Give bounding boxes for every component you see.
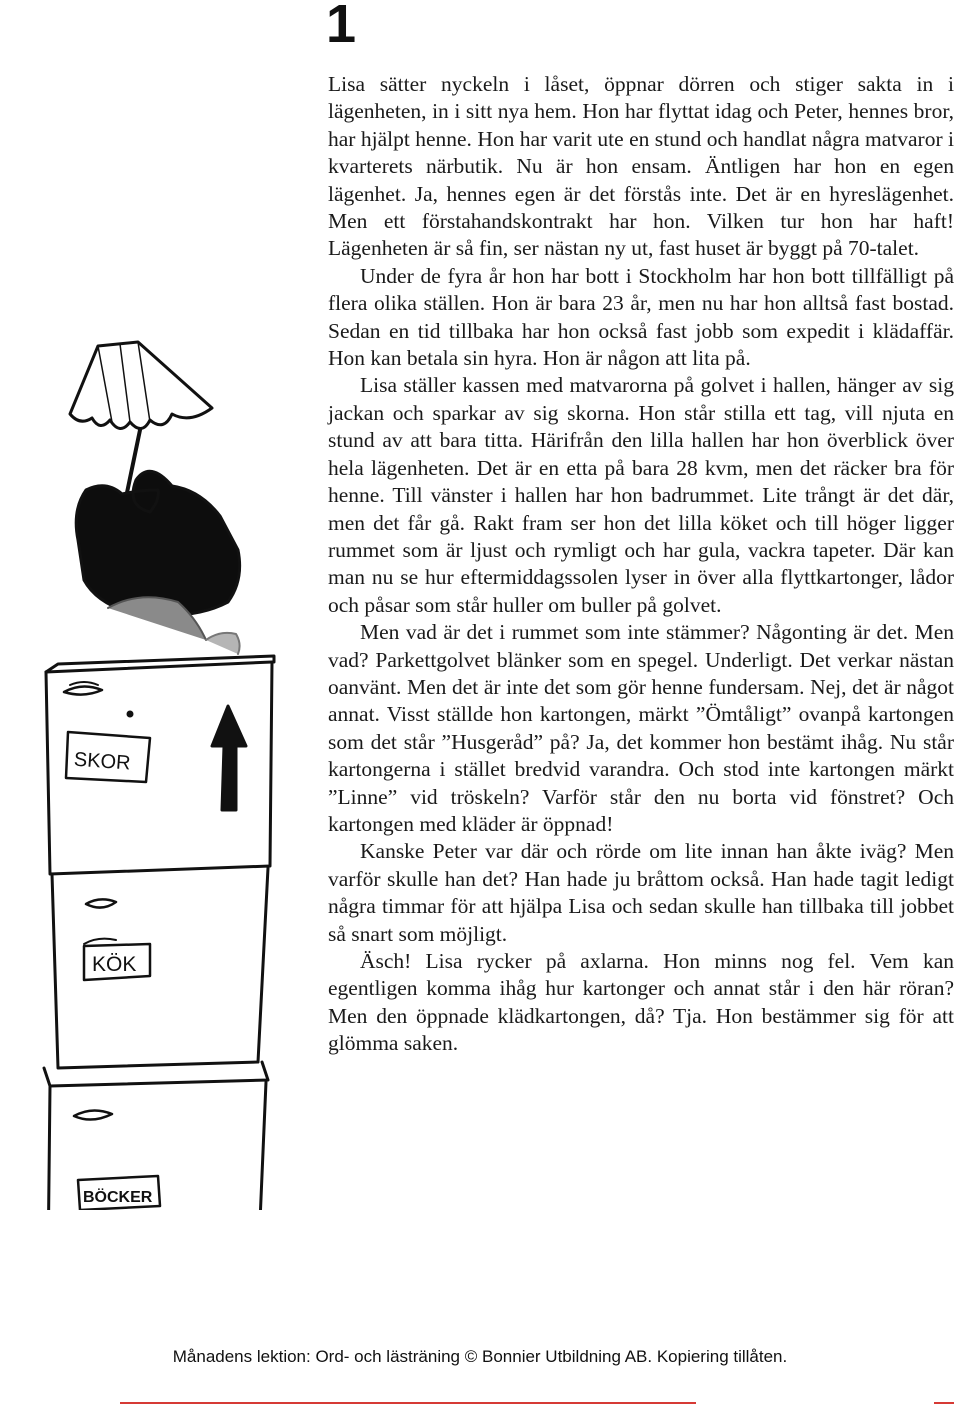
footer-rule-short [934, 1402, 954, 1404]
box-label-bocker: BÖCKER [83, 1189, 153, 1206]
story-text [328, 71, 954, 1058]
box-bocker [44, 1062, 268, 1210]
footer-rule [120, 1402, 696, 1404]
moving-boxes-illustration [0, 340, 320, 1210]
story-paragraph: Lisa ställer kassen med matvarorna på golvet i hallen, hänger av sig jackan och sparkar av sig skorna. Hon står stilla ett tag, vill njuta en stund av att bara titta. Härifrån den lilla hallen har hon överblick över hela lägenheten. Det är en etta på bara 28 kvm, men det räcker bra för henne. Till vänster i hallen har hon badrummet. Lite trångt är det där, men det får gå. Rakt fram ser hon det lilla köket och till höger ligger rummet som är ljust och rymligt och har gula, vackra tapeter. Där kan man nu se hur eftermiddagssolen lyser in över alla flyttkartonger, lådor och påsar som står huller om buller på golvet. [328, 373, 954, 617]
footer-credit: Månadens lektion: Ord- och lästräning © Bonnier Utbildning AB. Kopiering tillåten. [172, 1347, 788, 1366]
story-paragraph: Men vad är det i rummet som inte stämmer? Någonting är det. Men vad? Parkettgolvet blänker som en spegel. Underligt. Det verkar nästan oanvänt. Men det är inte det som gör henne fundersam. Nej, det är något annat. Visst ställde hon kartongen, märkt ”Ömtåligt” ovanpå kartongen som det står ”Husgeråd” på? Ja, det kommer hon bestämt ihåg. Nu står kartongerna i stället bredvid varandra. Och stod inte kartongen märkt ”Linne” vid tröskeln? Varför står den nu borta vid fönstret? Och kartongen med kläder är öppnad! [328, 620, 954, 836]
box-label-skor: SKOR [73, 748, 132, 775]
story-paragraph: Under de fyra år hon har bott i Stockholm har hon bott tillfälligt på flera olika ställen. Hon är bara 23 år, men nu har hon alltså fast bostad. Sedan en tid tillbaka har hon också fast jobb som expedit i klädaffär. Hon kan betala sin hyra. Hon är någon att lita på. [328, 263, 954, 371]
story-paragraph: Äsch! Lisa rycker på axlarna. Hon minns nog fel. Vem kan egentligen komma ihåg hur kartonger och annat står i den här röran? Men den öppnade klädkartongen, då? Tja. Hon bestämmer sig för att glömma saken. [328, 949, 954, 1056]
box-label-kok: KÖK [92, 953, 137, 976]
story-paragraph: Lisa sätter nyckeln i låset, öppnar dörren och stiger sakta in i lägenheten, in i sitt nya hem. Hon har flyttat idag och Peter, hennes bror, har hjälpt henne. Hon har varit ute en stund och handlat några matvaror i kvarterets närbutik. Nu är hon ensam. Äntligen har hon en egen lägenhet. Ja, hennes egen är det förstås inte. Det är en hyreslägenhet. Men ett förstahandskontrakt har hon. Vilken tur hon har haft! Lägenheten är så fin, ser nästan ny ut, fast huset är byggt på 70-talet. [328, 72, 954, 261]
shopping-bag-icon [76, 471, 239, 615]
chapter-number: 1 [326, 0, 355, 54]
box-kok [52, 868, 268, 1068]
lamp-shade-icon [70, 342, 212, 429]
story-paragraph: Kanske Peter var där och rörde om lite innan han åkte iväg? Men varför skulle han det? Han hade ju bråttom också. Han hade tagit ledigt några timmar för att hjälpa Lisa och sedan skulle han tillbaka till jobbet så snart som möjligt. [328, 839, 954, 946]
